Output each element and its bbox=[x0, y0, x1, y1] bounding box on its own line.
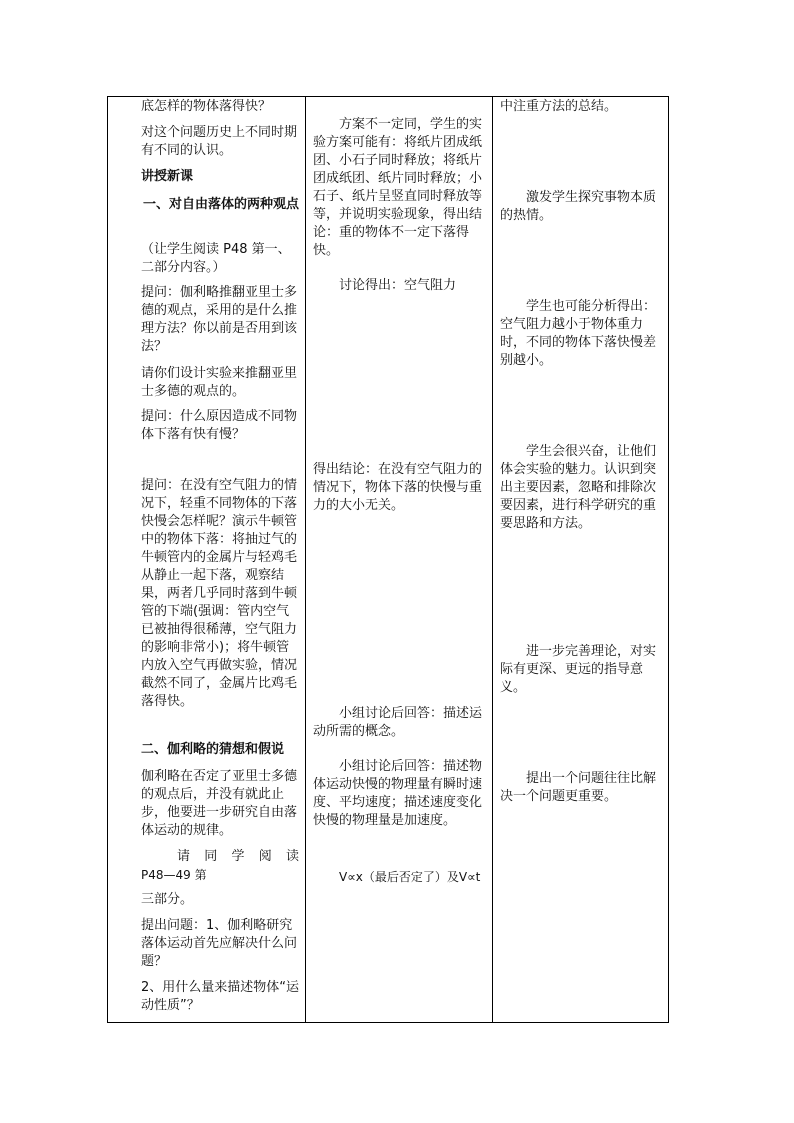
teacher-activity-cell bbox=[108, 97, 306, 1023]
section-heading: 二、伽利略的猜想和假说 bbox=[141, 742, 285, 757]
text-paragraph: 得出结论：在没有空气阻力的情况下，物体下落的快慢与重力的大小无关。 bbox=[313, 462, 483, 513]
text-line: 中注重方法的总结。 bbox=[500, 99, 618, 114]
text-paragraph: 提问：在没有空气阻力的情况下，轻重不同物体的下落快慢会怎样呢？演示牛顿管中的物体下落：将抽过气的牛顿管内的金属片与轻鸡毛从静止一起下落，观察结果，两者几乎同时落到牛顿管的下端(强调：管内空气已被抽得很稀薄，空气阻力的影响非常小)；将牛顿管内放入空气再做实验，情况截然不同了，金属片比鸡毛落得快。 bbox=[141, 478, 298, 709]
design-intent-cell bbox=[493, 97, 669, 1023]
student-activity-cell bbox=[306, 97, 493, 1023]
text-paragraph: 讨论得出：空气阻力 bbox=[339, 278, 457, 293]
text-paragraph: 小组讨论后回答：描述物体运动快慢的物理量有瞬时速度、平均速度；描述速度变化快慢的物理量是加速度。 bbox=[313, 759, 483, 828]
text-paragraph: 进一步完善理论，对实际有更深、更远的指导意义。 bbox=[500, 644, 657, 695]
text-paragraph: 对这个问题历史上不同时期有不同的认识。 bbox=[141, 125, 298, 158]
table-row bbox=[108, 97, 669, 1023]
text-paragraph: 方案不一定同，学生的实验方案可能有：将纸片团成纸团、小石子同时释放；将纸片团成纸团、纸片同时释放；小石子、纸片呈竖直同时释放等等，并说明实验现象，得出结论：重的物体不一定下落得快。 bbox=[313, 117, 483, 258]
text-paragraph: （让学生阅读 P48 第一、二部分内容。） bbox=[141, 242, 291, 275]
text-paragraph: 请你们设计实验来推翻亚里士多德的观点的。 bbox=[141, 366, 298, 399]
text-line: 底怎样的物体落得快？ bbox=[141, 99, 272, 114]
text-paragraph: 学生会很兴奋，让他们体会实验的魅力。认识到突出主要因素，忽略和排除次要因素，进行科学研究的重要思路和方法。 bbox=[500, 444, 657, 531]
text-line: 请同学阅读 bbox=[177, 849, 299, 864]
text-paragraph: 2、用什么量来描述物体“运动性质”？ bbox=[141, 980, 300, 1013]
lesson-plan-table bbox=[107, 96, 669, 1023]
text-paragraph: 激发学生探究事物本质的热情。 bbox=[500, 190, 657, 223]
section-heading: 讲授新课 bbox=[141, 169, 194, 184]
text-line: 三部分。 bbox=[141, 892, 194, 907]
text-paragraph: 提问：什么原因造成不同物体下落有快有慢？ bbox=[141, 409, 298, 442]
text-paragraph: V∝x（最后否定了）及V∝t bbox=[339, 870, 481, 884]
text-line: P48—49 第 bbox=[141, 868, 207, 882]
section-heading: 一、对自由落体的两种观点 bbox=[142, 197, 299, 212]
text-paragraph: 伽利略在否定了亚里士多德的观点后，并没有就此止步，他要进一步研究自由落体运动的规律。 bbox=[141, 769, 298, 838]
text-paragraph: 提出问题：1、伽利略研究落体运动首先应解决什么问题？ bbox=[141, 918, 298, 969]
text-paragraph: 提问：伽利略推翻亚里士多德的观点，采用的是什么推理方法？你以前是否用到该法？ bbox=[141, 285, 298, 354]
text-paragraph: 小组讨论后回答：描述运动所需的概念。 bbox=[313, 706, 483, 739]
text-paragraph: 提出一个问题往往比解决一个问题更重要。 bbox=[500, 771, 657, 804]
text-paragraph: 学生也可能分析得出：空气阻力越小于物体重力时，不同的物体下落快慢差别越小。 bbox=[500, 299, 657, 368]
